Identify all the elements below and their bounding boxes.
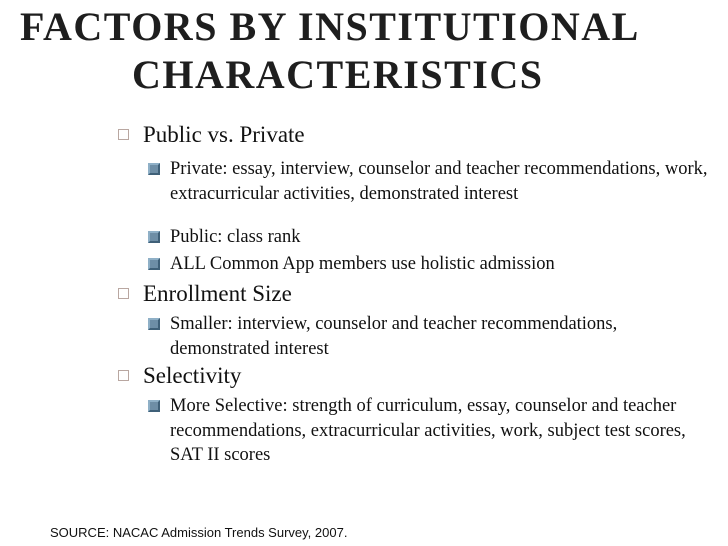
sub-bullet-text: Public: class rank bbox=[170, 227, 301, 247]
hollow-square-bullet-icon bbox=[118, 129, 129, 140]
filled-square-bullet-icon bbox=[148, 258, 160, 270]
slide-title-line-2: CHARACTERISTICS bbox=[132, 52, 544, 97]
filled-square-bullet-icon bbox=[148, 231, 160, 243]
hollow-square-bullet-icon bbox=[118, 370, 129, 381]
source-citation: SOURCE: NACAC Admission Trends Survey, 2007. bbox=[50, 525, 348, 540]
filled-square-bullet-icon bbox=[148, 400, 160, 412]
section-heading: Enrollment Size bbox=[143, 281, 292, 306]
sub-bullet-text: Private: essay, interview, counselor and teacher recommendations, work, extracurricular activities, demonstrated interest bbox=[170, 159, 708, 204]
filled-square-bullet-icon bbox=[148, 318, 160, 330]
section-heading: Selectivity bbox=[143, 363, 242, 388]
section-heading: Public vs. Private bbox=[143, 122, 305, 147]
slide-title-line-1: FACTORS BY INSTITUTIONAL bbox=[20, 4, 640, 49]
sub-bullet-text: Smaller: interview, counselor and teacher recommendations, demonstrated interest bbox=[170, 314, 618, 359]
filled-square-bullet-icon bbox=[148, 163, 160, 175]
hollow-square-bullet-icon bbox=[118, 288, 129, 299]
sub-bullet-text: ALL Common App members use holistic admission bbox=[170, 254, 555, 274]
sub-bullet-text: More Selective: strength of curriculum, essay, counselor and teacher recommendations, extracurricular activities, work, subject test scores, SAT II scores bbox=[170, 396, 686, 465]
